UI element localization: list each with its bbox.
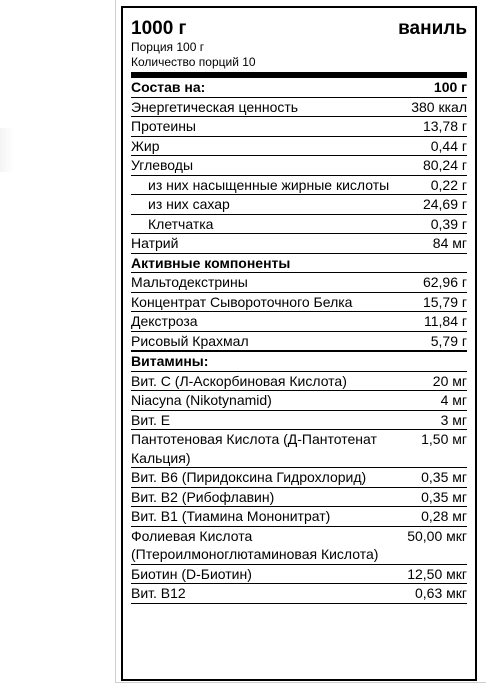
- row-value: 0,44 г: [430, 137, 467, 154]
- table-row: [131, 331, 467, 351]
- table-row: [131, 214, 467, 234]
- active-components-header: [131, 253, 467, 273]
- table-row: [131, 564, 467, 584]
- table-row: [131, 311, 467, 331]
- serving-size: Порция 100 г: [131, 40, 205, 54]
- row-label: Вит. B6 (Пиридоксина Гидрохлорид): [131, 469, 367, 485]
- vitamins-title: Витамины:: [131, 353, 209, 369]
- nutrition-table: [131, 78, 467, 604]
- row-label: Вит. B12: [131, 585, 186, 601]
- row-value: 380 ккал: [411, 98, 467, 115]
- row-label: Вит. B1 (Тиамина Мононитрат): [131, 508, 331, 524]
- row-label: Вит. B2 (Рибофлавин): [131, 488, 275, 505]
- row-label: из них сахар: [148, 196, 230, 212]
- table-row: [131, 136, 467, 156]
- table-row: [131, 233, 467, 253]
- row-label: Фолиевая Кислота (Птероилмоноглютаминовая Кислота): [131, 527, 379, 562]
- row-value: 80,24 г: [422, 157, 467, 173]
- row-label: Углеводы: [131, 157, 194, 173]
- active-components-title: Активные компоненты: [131, 254, 291, 271]
- row-label: Мальтодекстрины: [131, 274, 248, 290]
- row-value: 4 мг: [440, 392, 467, 408]
- table-row: [131, 583, 467, 603]
- row-value: 0,22 г: [430, 176, 467, 193]
- row-value: 11,84 г: [424, 313, 467, 329]
- row-label: Концентрат Сывороточного Белка: [131, 293, 353, 310]
- row-value: 15,79 г: [422, 293, 467, 310]
- row-value: 0,35 мг: [421, 469, 467, 485]
- row-label: Биотин (D-Биотин): [131, 565, 252, 582]
- row-value: 20 мг: [432, 372, 467, 389]
- composition-per: 100 г: [433, 79, 467, 95]
- package-weight: 1000 г: [131, 18, 187, 39]
- row-value: 0,39 г: [430, 215, 467, 232]
- table-row: [131, 97, 467, 117]
- row-label: Натрий: [131, 235, 179, 251]
- table-row: [131, 272, 467, 292]
- table-row: [131, 116, 467, 136]
- row-value: 62,96 г: [422, 274, 467, 290]
- row-label: Вит. C (Л-Аскорбиновая Кислота): [131, 372, 347, 389]
- header-row: [131, 18, 467, 40]
- table-row: [131, 155, 467, 175]
- flavor-label: ваниль: [398, 18, 467, 39]
- table-row: [131, 194, 467, 214]
- nutrition-facts-panel: [121, 6, 477, 681]
- row-value: 84 мг: [432, 235, 467, 251]
- background-shade: [0, 128, 14, 172]
- row-value: 0,28 мг: [421, 508, 467, 524]
- row-value: 0,63 мкг: [415, 585, 467, 601]
- table-row: [131, 526, 467, 564]
- row-label: Декстроза: [131, 313, 198, 329]
- row-value: 0,35 мг: [421, 488, 467, 505]
- row-value: 13,78 г: [422, 118, 467, 134]
- row-value: 12,50 мкг: [407, 565, 467, 582]
- table-row: [131, 410, 467, 430]
- table-row: [131, 175, 467, 195]
- row-label: Рисовый Крахмал: [131, 332, 249, 349]
- row-label: Клетчатка: [148, 215, 214, 232]
- row-value: 5,79 г: [430, 332, 467, 349]
- composition-header-row: [131, 78, 467, 97]
- table-row: [131, 390, 467, 410]
- servings-count: Количество порций 10: [131, 55, 256, 69]
- row-label: Энергетическая ценность: [131, 98, 299, 115]
- vitamins-header: [131, 350, 467, 371]
- table-row: [131, 292, 467, 312]
- table-row: [131, 429, 467, 467]
- table-row: [131, 506, 467, 526]
- row-label: Вит. E: [131, 411, 171, 428]
- table-row: [131, 487, 467, 507]
- row-label: из них насыщенные жирные кислоты: [148, 176, 390, 193]
- table-row: [131, 467, 467, 487]
- row-value: 1,50 мг: [421, 431, 467, 447]
- table-row: [131, 371, 467, 391]
- row-label: Протеины: [131, 118, 196, 134]
- row-label: Niacyna (Nikotynamid): [131, 392, 272, 408]
- row-value: 24,69 г: [422, 196, 467, 212]
- row-value: 50,00 мкг: [407, 527, 467, 544]
- composition-title: Состав на:: [131, 79, 206, 95]
- row-label: Жир: [131, 137, 160, 154]
- row-value: 3 мг: [440, 411, 467, 428]
- row-label: Пантотеновая Кислота (Д-Пантотенат Кальция): [131, 431, 377, 466]
